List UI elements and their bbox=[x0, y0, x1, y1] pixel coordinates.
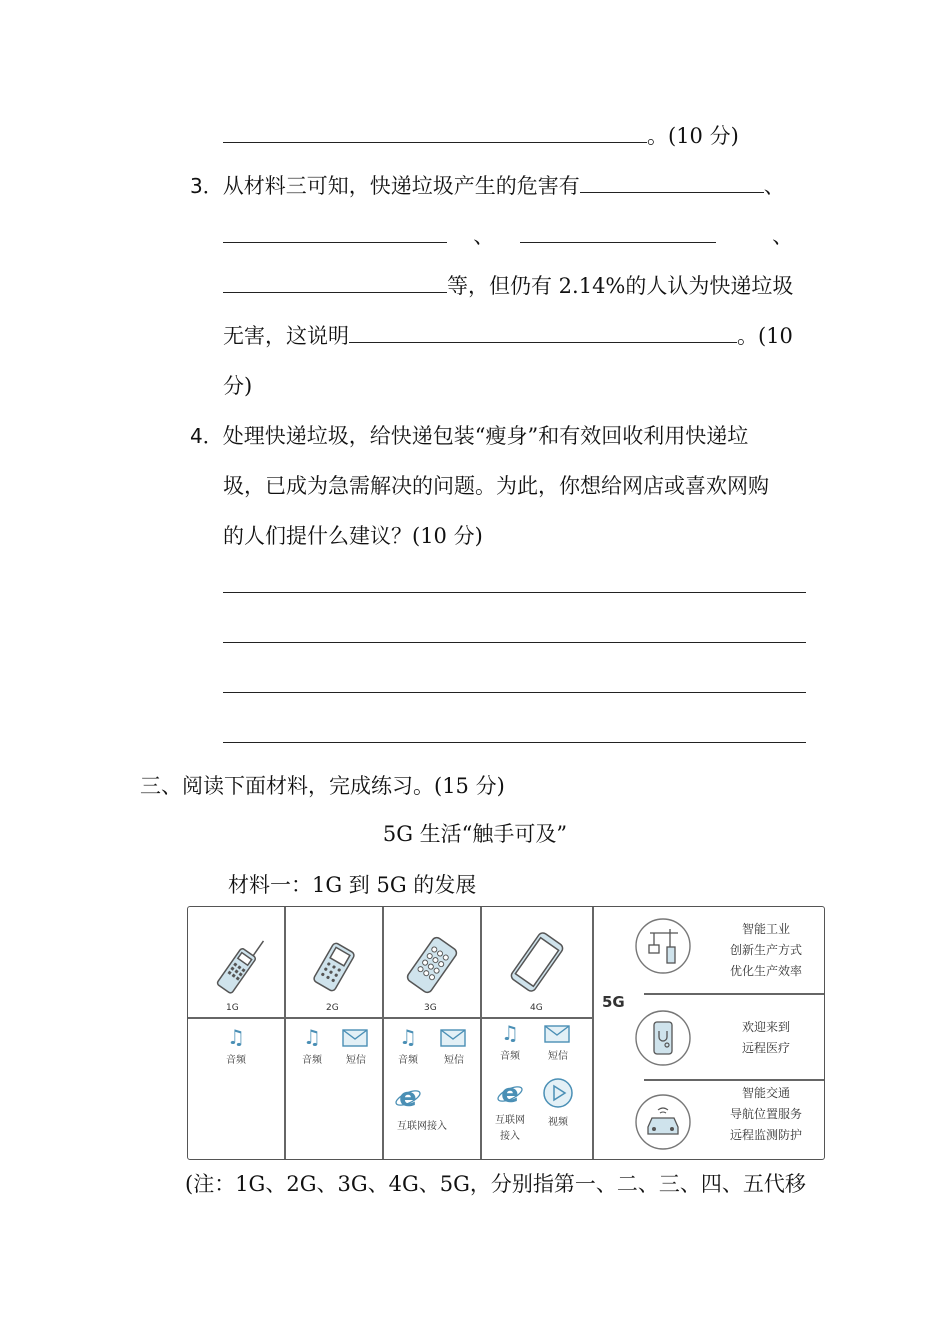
q4-text1: 处理快递垃圾，给快递包装“瘦身”和有效回收利用快递垃 bbox=[222, 424, 749, 448]
q4-line2: 圾，已成为急需解决的问题。为此，你想给网店或喜欢网购 bbox=[223, 474, 769, 498]
q3-line4 bbox=[223, 322, 793, 350]
browser-e-icon bbox=[394, 1083, 422, 1111]
q3-text3: 等，但仍有 2.14%的人认为快递垃圾 bbox=[447, 274, 794, 298]
industry-crane-icon bbox=[634, 917, 692, 975]
separator: 、 bbox=[763, 174, 785, 198]
q4-number: 4． bbox=[190, 424, 223, 448]
q2-answer-line bbox=[223, 122, 739, 150]
q3-line1 bbox=[190, 172, 785, 200]
label-internet-3g: 互联网接入 bbox=[397, 1121, 447, 1132]
figure-note: (注：1G、2G、3G、4G、5G，分别指第一、二、三、四、五代移 bbox=[185, 1172, 806, 1196]
answer-line[interactable] bbox=[223, 592, 806, 593]
q3-text4: 无害，这说明 bbox=[223, 324, 349, 348]
q3-score: 。(10 bbox=[737, 324, 793, 348]
music-note-icon: ♫ bbox=[399, 1025, 417, 1049]
gen-label-5g: 5G bbox=[602, 993, 625, 1011]
feature-phone-icon bbox=[304, 937, 364, 997]
q3-line3 bbox=[223, 272, 793, 300]
envelope-icon bbox=[342, 1029, 368, 1047]
answer-line[interactable] bbox=[223, 692, 806, 693]
envelope-icon bbox=[544, 1025, 570, 1043]
q4-line1 bbox=[190, 422, 748, 450]
label-video-4g: 视频 bbox=[548, 1117, 568, 1128]
q3-number: 3． bbox=[190, 174, 223, 198]
article-title: 5G 生活“触手可及” bbox=[382, 822, 568, 846]
answer-blank[interactable] bbox=[223, 122, 647, 143]
play-video-icon bbox=[542, 1077, 574, 1109]
gen-label-3g: 3G bbox=[424, 1003, 437, 1013]
separator: 、 bbox=[772, 224, 794, 248]
label-audio-4g: 音频 bbox=[500, 1051, 520, 1062]
label-audio-3g: 音频 bbox=[398, 1055, 418, 1066]
gen-label-4g: 4G bbox=[530, 1003, 543, 1013]
answer-blank[interactable] bbox=[349, 322, 737, 343]
touch-smartphone-icon bbox=[504, 929, 570, 995]
q4-line3: 的人们提什么建议？(10 分) bbox=[223, 524, 483, 548]
answer-line[interactable] bbox=[223, 642, 806, 643]
q3-line2 bbox=[223, 222, 793, 250]
answer-blank[interactable] bbox=[223, 222, 447, 243]
browser-e-icon bbox=[496, 1079, 524, 1107]
smart-car-icon bbox=[634, 1093, 692, 1151]
music-note-icon: ♫ bbox=[227, 1025, 245, 1049]
answer-blank[interactable] bbox=[223, 272, 447, 293]
material1-caption: 材料一：1G 到 5G 的发展 bbox=[228, 873, 477, 897]
telemedicine-phone-icon bbox=[634, 1009, 692, 1067]
music-note-icon: ♫ bbox=[501, 1021, 519, 1045]
answer-blank[interactable] bbox=[520, 222, 716, 243]
q3-line5: 分) bbox=[223, 374, 253, 398]
svg-text:e: e bbox=[399, 1083, 417, 1111]
brick-phone-icon bbox=[206, 939, 268, 1001]
label-sms-2g: 短信 bbox=[346, 1055, 366, 1066]
label-audio-2g: 音频 bbox=[302, 1055, 322, 1066]
separator: 、 bbox=[473, 224, 495, 248]
label-audio-1g: 音频 bbox=[226, 1055, 246, 1066]
label-internet-4g: 互联网 接入 bbox=[495, 1115, 525, 1142]
generation-figure bbox=[187, 906, 825, 1160]
answer-line[interactable] bbox=[223, 742, 806, 743]
telemedicine-text: 欢迎来到 远程医疗 bbox=[741, 1020, 790, 1055]
svg-text:e: e bbox=[501, 1079, 519, 1107]
answer-blank[interactable] bbox=[580, 172, 764, 193]
label-sms-4g: 短信 bbox=[548, 1051, 568, 1062]
smart-industry-text: 智能工业 创新生产方式 优化生产效率 bbox=[729, 922, 802, 978]
gen-label-2g: 2G bbox=[326, 1003, 339, 1013]
gen-label-1g: 1G bbox=[226, 1003, 239, 1013]
envelope-icon bbox=[440, 1029, 466, 1047]
music-note-icon: ♫ bbox=[303, 1025, 321, 1049]
smart-transport-text: 智能交通 导航位置服务 远程监测防护 bbox=[729, 1086, 802, 1142]
q2-score: 。(10 分) bbox=[647, 124, 739, 148]
keypad-smartphone-icon bbox=[400, 933, 464, 997]
section-heading: 三、阅读下面材料，完成练习。(15 分) bbox=[140, 774, 505, 798]
label-sms-3g: 短信 bbox=[444, 1055, 464, 1066]
q3-text1: 从材料三可知，快递垃圾产生的危害有 bbox=[222, 174, 580, 198]
